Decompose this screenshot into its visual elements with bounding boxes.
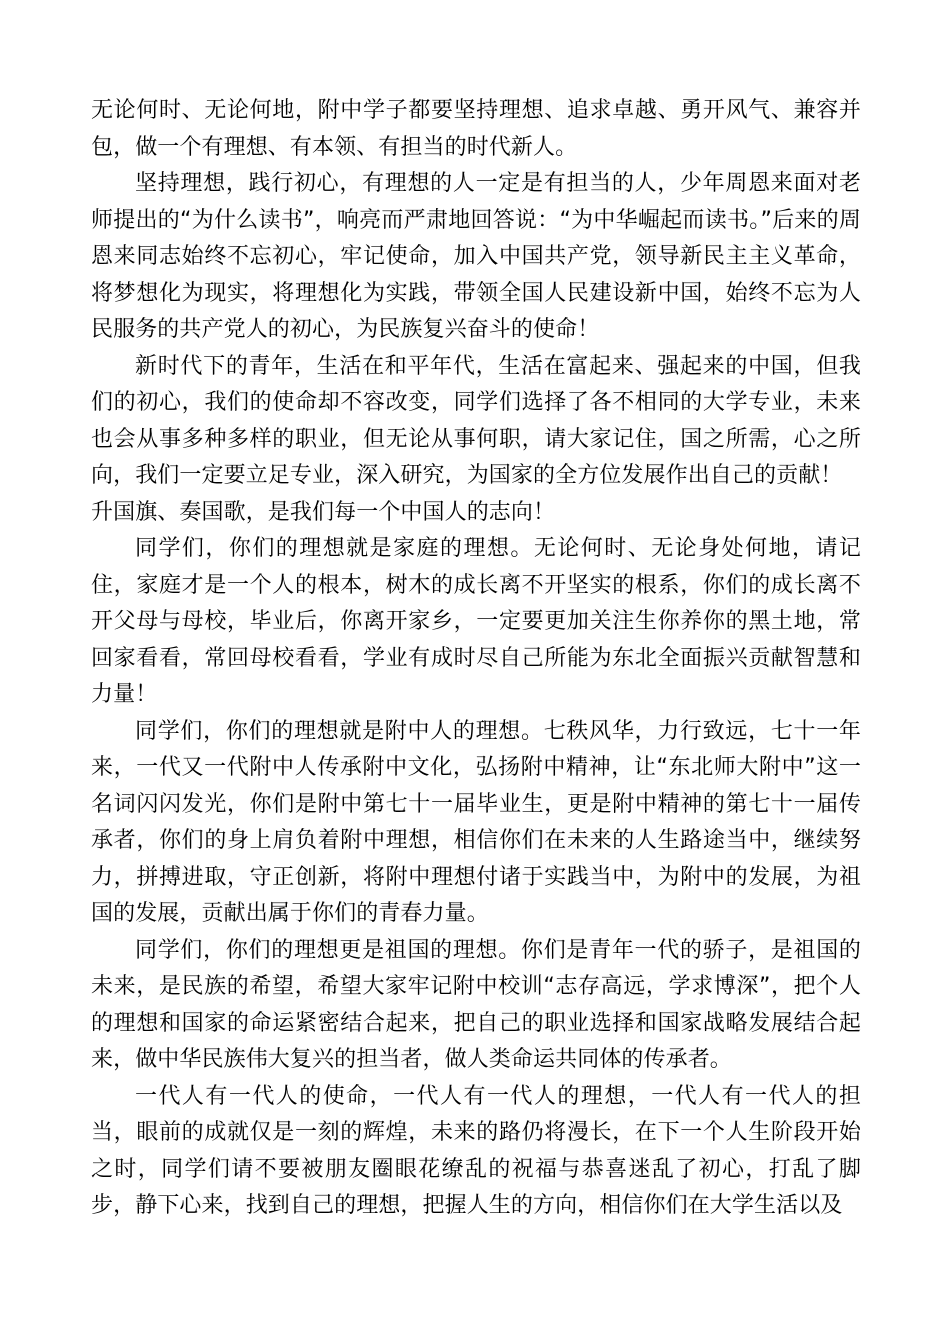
paragraph-1: 无论何时、无论何地，附中学子都要坚持理想、追求卓越、勇开风气、兼容并包，做一个有理想、有本领、有担当的时代新人。 (91, 98, 861, 160)
paragraph-4: 升国旗、奏国歌，是我们每一个中国人的志向！ (91, 499, 556, 525)
paragraph-3: 新时代下的青年，生活在和平年代，生活在富起来、强起来的中国，但我们的初心，我们的使命却不容改变，同学们选择了各不相同的大学专业，未来也会从事多种多样的职业，但无论从事何职，请大家记住，国之所需，心之所向，我们一定要立足专业，深入研究，为国家的全方位发展作出自己的贡献！ (91, 353, 861, 488)
paragraph-7: 同学们，你们的理想更是祖国的理想。你们是青年一代的骄子，是祖国的未来，是民族的希望，希望大家牢记附中校训“志存高远，学求博深”，把个人的理想和国家的命运紧密结合起来，把自己的职业选择和国家战略发展结合起来，做中华民族伟大复兴的担当者，做人类命运共同体的传承者。 (91, 937, 861, 1072)
paragraph-6: 同学们，你们的理想就是附中人的理想。七秩风华，力行致远，七十一年来，一代又一代附中人传承附中文化，弘扬附中精神，让“东北师大附中”这一名词闪闪发光，你们是附中第七十一届毕业生，更是附中精神的第七十一届传承者，你们的身上肩负着附中理想，相信你们在未来的人生路途当中，继续努力，拼搏进取，守正创新，将附中理想付诸于实践当中，为附中的发展，为祖国的发展，贡献出属于你们的青春力量。 (91, 718, 861, 926)
document-body (91, 93, 861, 1225)
paragraph-5: 同学们，你们的理想就是家庭的理想。无论何时、无论身处何地，请记住，家庭才是一个人的根本，树木的成长离不开坚实的根系，你们的成长离不开父母与母校，毕业后，你离开家乡，一定要更加关注生你养你的黑土地，常回家看看，常回母校看看，学业有成时尽自己所能为东北全面振兴贡献智慧和力量！ (91, 536, 861, 707)
paragraph-8: 一代人有一代人的使命，一代人有一代人的理想，一代人有一代人的担当，眼前的成就仅是一刻的辉煌，未来的路仍将漫长，在下一个人生阶段开始之时，同学们请不要被朋友圈眼花缭乱的祝福与恭喜迷乱了初心，打乱了脚步，静下心来，找到自己的理想，把握人生的方向，相信你们在大学生活以及 (91, 1083, 861, 1218)
paragraph-2: 坚持理想，践行初心，有理想的人一定是有担当的人，少年周恩来面对老师提出的“为什么读书”，响亮而严肃地回答说：“为中华崛起而读书。”后来的周恩来同志始终不忘初心，牢记使命，加入中国共产党，领导新民主主义革命，将梦想化为现实，将理想化为实践，带领全国人民建设新中国，始终不忘为人民服务的共产党人的初心，为民族复兴奋斗的使命！ (91, 171, 861, 342)
